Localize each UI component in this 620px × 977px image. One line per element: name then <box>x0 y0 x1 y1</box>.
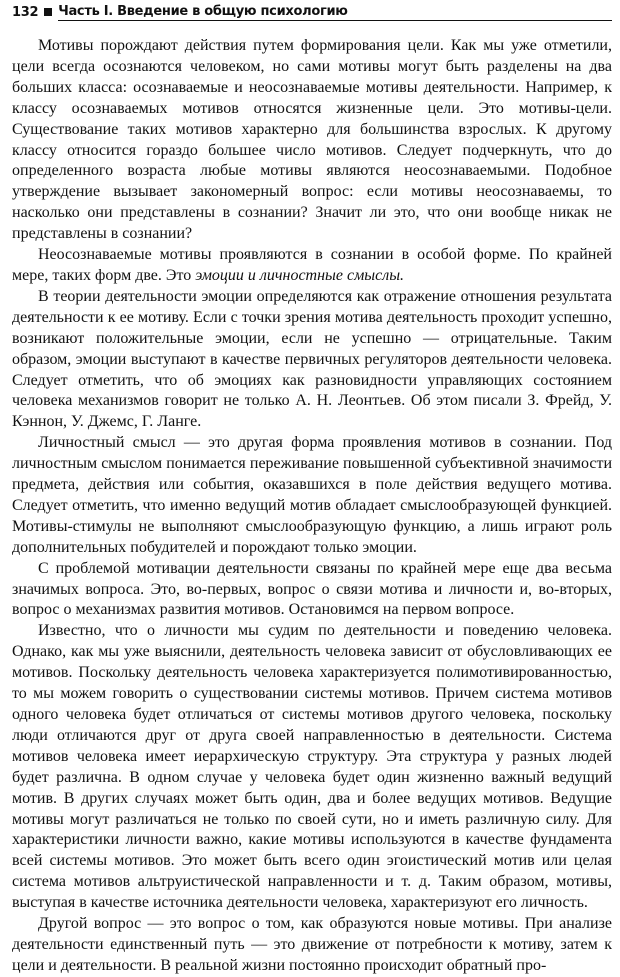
paragraph-2-emphasis: эмоции и личностные смыслы. <box>195 266 405 284</box>
section-title: Часть I. Введение в общую психологию <box>58 3 348 19</box>
header-rule <box>348 3 612 21</box>
paragraph-1: Мотивы порождают действия путем формирования цели. Как мы уже отметили, цели всегда осознаются человеком, но сами мотивы могут быть разделены на два больших класса: осознаваемые и неосознаваемые мотивы деятельности. Например, к классу осознаваемых мотивов относятся жизненные цели. Это мотивы-цели. Существование таких мотивов характерно для большинства взрослых. К другому классу относится гораздо большее число мотивов. Следует подчеркнуть, что до определенного возраста любые мотивы являются неосознаваемыми. Подобное утверждение вызывает закономерный вопрос: если мотивы неосознаваемы, то насколько они представлены в сознании? Значит ли это, что они вообще никак не представлены в сознании? <box>12 37 612 243</box>
paragraph-6: Известно, что о личности мы судим по деятельности и поведению человека. Однако, как мы уже выяснили, деятельность человека зависит от обусловливающих ее мотивов. Поскольку деятельность человека характеризуется полимотивированностью, то мы можем говорить о существовании системы мотивов. Причем система мотивов одного человека будет отличаться от системы мотивов другого человека, поскольку люди отличаются друг от друга своей направленностью в деятельности. Система мотивов человека имеет иерархическую структуру. Эта структура у разных людей будет различна. В одном случае у человека будет один жизненно важный ведущий мотив. В других случаях может быть один, два и более ведущих мотивов. Ведущие мотивы могут различаться не только по своей сути, но и иметь различную силу. Для характеристики личности важно, какие мотивы используются в качестве фундамента всей системы мотивов. Это может быть всего один эгоистический мотив или целая система мотивов альтруистической направленности и т. д. Таким образом, мотивы, выступая в качестве источника деятельности человека, характеризуют его личность. <box>12 622 612 912</box>
paragraph-4: Личностный смысл — это другая форма проявления мотивов в сознании. Под личностным смыслом понимается переживание повышенной субъективной значимости предмета, действия или события, оказавшихся в поле действия ведущего мотива. Следует отметить, что именно ведущий мотив обладает смыслообразующей функцией. Мотивы-стимулы не выполняют смыслообразующую функцию, а лишь играют роль дополнительных побудителей и порождают только эмоции. <box>12 434 612 556</box>
paragraph-2-text: Неосознаваемые мотивы проявляются в сознании в особой форме. По крайней мере, таких форм две. Это <box>12 246 612 284</box>
running-head <box>12 0 612 23</box>
paragraph-3: В теории деятельности эмоции определяются как отражение отношения результата деятельности к ее мотиву. Если с точки зрения мотива деятельность проходит успешно, возникают положительные эмоции, если не успешно — отрицательные. Таким образом, эмоции выступают в качестве первичных регуляторов деятельности человека. Следует отметить, что об эмоциях как разновидности управляющих состоянием человека механизмов говорит не только А. Н. Леонтьев. Об этом писали З. Фрейд, У. Кэннон, У. Джемс, Г. Ланге. <box>12 287 612 431</box>
page-number: 132 <box>12 4 39 20</box>
paragraph-7: Другой вопрос — это вопрос о том, как образуются новые мотивы. При анализе деятельности единственный путь — это движение от потребности к мотиву, затем к цели и деятельности. В реальной жизни постоянно происходит обратный про- <box>12 915 612 974</box>
body-text <box>12 36 612 977</box>
paragraph-5: С проблемой мотивации деятельности связаны по крайней мере еще два весьма значимых вопроса. Это, во-первых, вопрос о связи мотива и личности и, во-вторых, вопрос о механизмах развития мотивов. Остановимся на первом вопросе. <box>12 559 612 619</box>
square-bullet-icon <box>44 8 52 16</box>
paragraph-2 <box>12 245 612 287</box>
